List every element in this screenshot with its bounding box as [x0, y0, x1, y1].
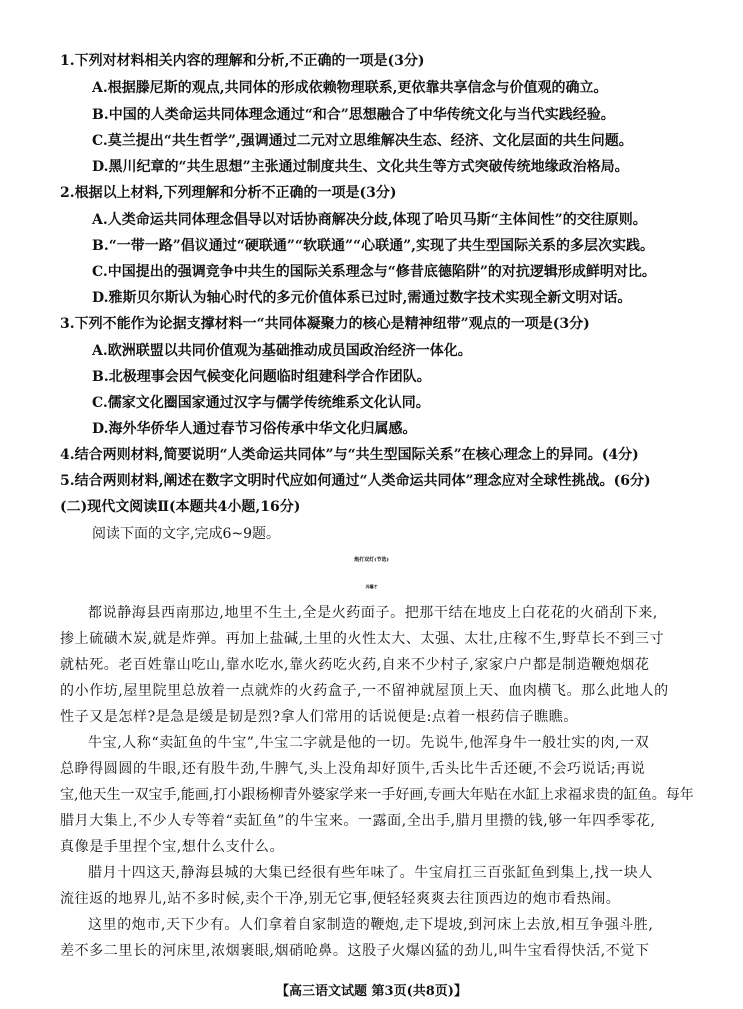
question-3-option-d: D.海外华侨华人通过春节习俗传承中华文化归属感。 — [92, 421, 417, 437]
passage-line: 总睁得圆圆的牛眼,还有股牛劲,牛脾气,头上没角却好顶牛,舌头比牛舌还硬,不会巧说话;再说 — [60, 761, 646, 777]
question-2-option-b: B.“一带一路”倡议通过“硬联通”“软联通”“心联通”,实现了共生型国际关系的多层次实践。 — [92, 238, 655, 254]
question-1-option-c: C.莫兰提出“共生哲学”,强调通过二元对立思维解决生态、经济、文化层面的共生问题。 — [92, 133, 633, 149]
section-instruction: 阅读下面的文字,完成6~9题。 — [92, 526, 280, 542]
question-4-stem: 4.结合两则材料,简要说明“人类命运共同体”与“共生型国际关系”在核心理念上的异同。(4分) — [60, 447, 639, 463]
question-1-option-b: B.中国的人类命运共同体理念通过“和合”思想融合了中华传统文化与当代实践经验。 — [92, 107, 615, 123]
question-1-option-d: D.黑川纪章的“共生思想”主张通过制度共生、文化共生等方式突破传统地缘政治格局。 — [92, 159, 629, 175]
passage-line: 差不多二里长的河床里,浓烟裹眼,烟硝呛鼻。这股子火爆凶猛的劲儿,叫牛宝看得快活,不觉下 — [60, 943, 650, 959]
question-3-option-a: A.欧洲联盟以共同价值观为基础推动成员国政治经济一体化。 — [92, 343, 472, 359]
question-2-option-c: C.中国提出的强调竞争中共生的国际关系理念与“修昔底德陷阱”的对抗逻辑形成鲜明对比。 — [92, 264, 656, 280]
passage-line: 流往返的地界儿,站不多时候,卖个干净,别无它事,便轻轻爽爽去往顶西边的炮市看热闹。 — [60, 891, 621, 907]
question-3-stem: 3.下列不能作为论据支撑材料一“共同体凝聚力的核心是精神纽带”观点的一项是(3分) — [60, 316, 590, 332]
section-heading: (二)现代文阅读Ⅱ(本题共4小题,16分) — [60, 499, 301, 515]
page-footer: 【高三语文试题 第3页(共8页)】 — [276, 984, 467, 999]
passage-line: 的小作坊,屋里院里总放着一点就炸的火药盒子,一不留神就屋顶上天、血肉横飞。那么此地人的 — [60, 683, 669, 699]
question-1-option-a: A.根据滕尼斯的观点,共同体的形成依赖物理联系,更依靠共享信念与价值观的确立。 — [92, 80, 608, 96]
question-3-option-b: B.北极理事会因气候变化问题临时组建科学合作团队。 — [92, 369, 431, 385]
question-1-stem: 1.下列对材料相关内容的理解和分析,不正确的一项是(3分) — [60, 53, 425, 69]
passage-line: 腊月大集上,不少人专等着“卖缸鱼”的牛宝来。一露面,全出手,腊月里攒的钱,够一年四季零花, — [60, 813, 656, 829]
question-5-stem: 5.结合两则材料,阐述在数字文明时代应如何通过“人类命运共同体”理念应对全球性挑战。(6分) — [60, 473, 651, 489]
passage-line: 这里的炮市,天下少有。人们拿着自家制造的鞭炮,走下堤坡,到河床上去放,相互争强斗胜, — [88, 917, 654, 933]
question-2-option-d: D.雅斯贝尔斯认为轴心时代的多元价值体系已过时,需通过数字技术实现全新文明对话。 — [92, 290, 632, 306]
passage-line: 真像是手里捏个宝,想什么支什么。 — [60, 839, 285, 855]
passage-author: 冯骥才 — [365, 584, 378, 589]
question-2-stem: 2.根据以上材料,下列理解和分析不正确的一项是(3分) — [60, 185, 397, 201]
passage-title: 炮打双灯(节选) — [354, 557, 389, 563]
passage-line: 腊月十四这天,静海县城的大集已经很有些年味了。牛宝肩扛三百张缸鱼到集上,找一块人 — [88, 865, 653, 881]
passage-line: 宝,他天生一双宝手,能画,打小跟杨柳青外婆家学来一手好画,专画大年贴在水缸上求福求贵的缸鱼。每年 — [60, 787, 694, 803]
passage-line: 都说静海县西南那边,地里不生土,全是火药面子。把那干结在地皮上白花花的火硝刮下来, — [88, 605, 658, 621]
passage-line: 性子又是怎样?是急是缓是韧是烈?拿人们常用的话说便是:点着一根药信子瞧瞧。 — [60, 709, 578, 725]
passage-line: 牛宝,人称“卖缸鱼的牛宝”,牛宝二字就是他的一切。先说牛,他浑身牛一般壮实的肉,一双 — [88, 735, 650, 751]
passage-line: 就枯死。老百姓靠山吃山,靠水吃水,靠火药吃火药,自来不少村子,家家户户都是制造鞭炮烟花 — [60, 657, 650, 673]
question-2-option-a: A.人类命运共同体理念倡导以对话协商解决分歧,体现了哈贝马斯“主体间性”的交往原则。 — [92, 212, 647, 228]
question-3-option-c: C.儒家文化圈国家通过汉字与儒学传统维系文化认同。 — [92, 395, 430, 411]
passage-line: 掺上硫磺木炭,就是炸弹。再加上盐碱,土里的火性太大、太强、太壮,庄稼不生,野草长不到三寸 — [60, 631, 665, 647]
